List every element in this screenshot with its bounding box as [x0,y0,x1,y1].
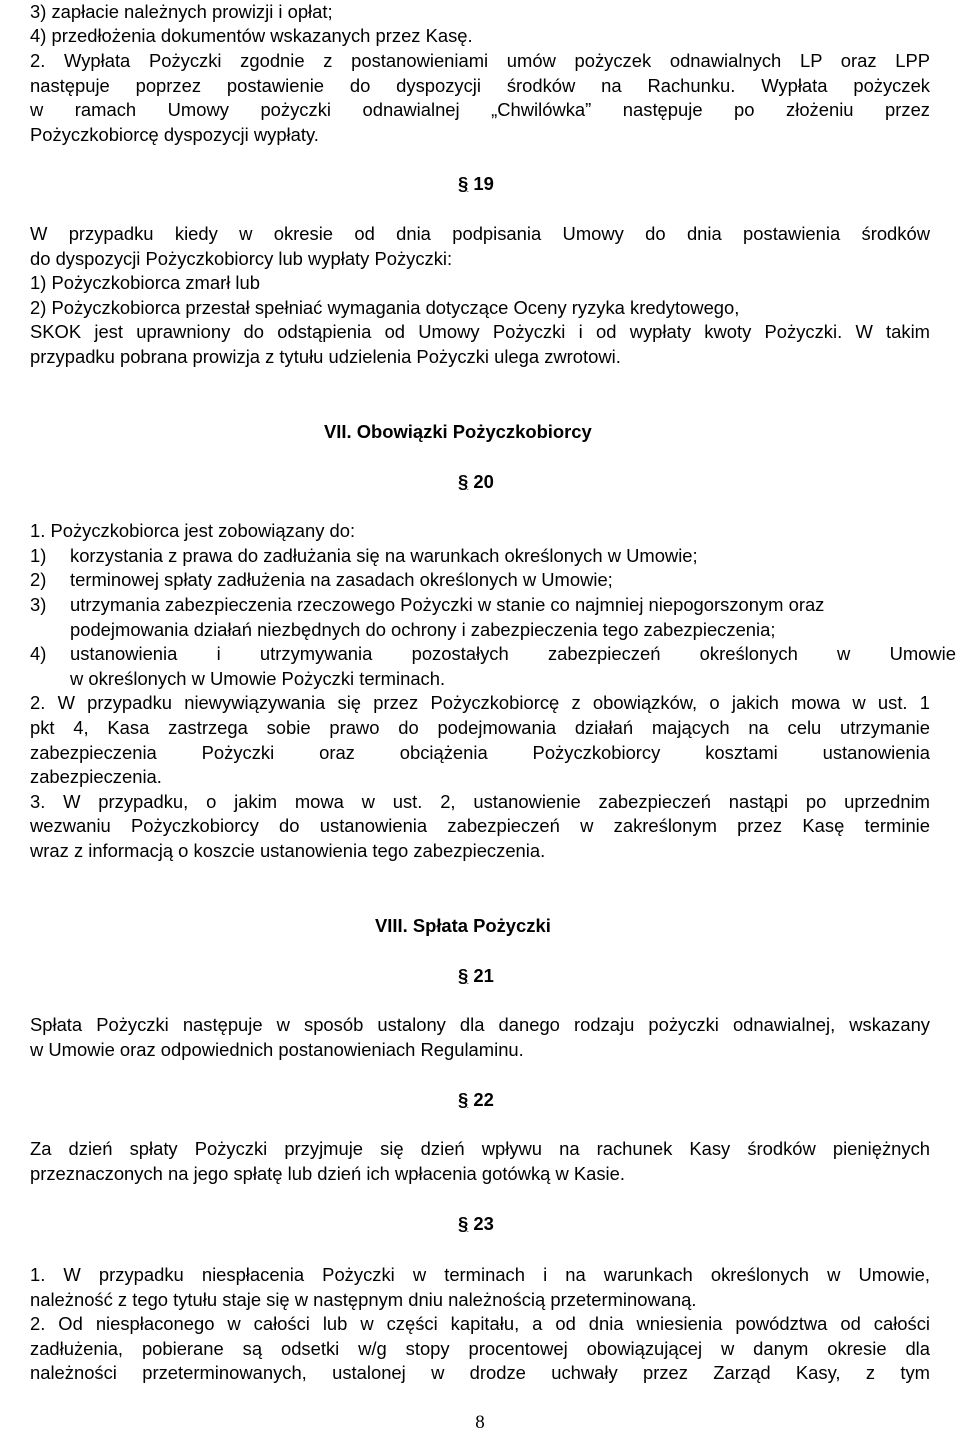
section-heading-22: § 22 [458,1089,494,1110]
paragraph-line: wezwaniu Pożyczkobiorcy do ustanowienia zabezpieczeń w zakreślonym przez Kasę terminie [30,815,930,836]
list-item: 3) zapłacie należnych prowizji i opłat; [30,1,333,22]
paragraph-line: zabezpieczenia. [30,766,162,787]
paragraph-line: należność z tego tytułu staje się w następnym dniu należnością przeterminowaną. [30,1289,697,1310]
paragraph-line: 3. W przypadku, o jakim mowa w ust. 2, ustanowienie zabezpieczeń nastąpi po uprzednim [30,791,930,812]
list-item: 4) przedłożenia dokumentów wskazanych przez Kasę. [30,25,473,46]
paragraph-line: następuje poprzez postawienie do dyspozycji środków na Rachunku. Wypłata pożyczek [30,75,930,96]
paragraph-line: Spłata Pożyczki następuje w sposób ustalony dla danego rodzaju pożyczki odnawialnej, wskazany [30,1014,930,1035]
paragraph-line: do dyspozycji Pożyczkobiorcy lub wypłaty Pożyczki: [30,248,453,269]
paragraph-line: w ramach Umowy pożyczki odnawialnej „Chwilówka” następuje po złożeniu przez [30,99,930,120]
paragraph-line: W przypadku kiedy w okresie od dnia podpisania Umowy do dnia postawienia środków [30,223,930,244]
paragraph-line: przypadku pobrana prowizja z tytułu udzielenia Pożyczki ulega zwrotowi. [30,346,621,367]
chapter-title-vii: VII. Obowiązki Pożyczkobiorcy [324,421,592,442]
paragraph-line: w Umowie oraz odpowiednich postanowieniach Regulaminu. [30,1039,524,1060]
list-item: 1) korzystania z prawa do zadłużania się na warunkach określonych w Umowie; [30,545,698,566]
paragraph-line: Pożyczkobiorcę dyspozycji wypłaty. [30,124,319,145]
paragraph-line: wraz z informacją o koszcie ustanowienia tego zabezpieczenia. [30,840,546,861]
list-item: ustanowienia i utrzymywania pozostałych zabezpieczeń określonych w Umowie [70,643,956,664]
paragraph-line: 2. Wypłata Pożyczki zgodnie z postanowieniami umów pożyczek odnawialnych LP oraz LPP [30,50,930,71]
chapter-title-viii: VIII. Spłata Pożyczki [375,915,551,936]
page-number: 8 [475,1412,485,1433]
list-item-continuation: w określonych w Umowie Pożyczki terminach. [70,668,446,689]
section-heading-19: § 19 [458,173,494,194]
paragraph-line: Za dzień spłaty Pożyczki przyjmuje się dzień wpływu na rachunek Kasy środków pieniężnych [30,1138,930,1159]
section-heading-23: § 23 [458,1213,494,1234]
paragraph-line: 2. Od niespłaconego w całości lub w części kapitału, a od dnia wniesienia powództwa od całości [30,1313,930,1334]
paragraph-line: 1. Pożyczkobiorca jest zobowiązany do: [30,520,356,541]
paragraph-line: przeznaczonych na jego spłatę lub dzień ich wpłacenia gotówką w Kasie. [30,1163,625,1184]
paragraph-line: pkt 4, Kasa zastrzega sobie prawo do podejmowania działań mających na celu utrzymanie [30,717,930,738]
list-item: 3) utrzymania zabezpieczenia rzeczowego Pożyczki w stanie co najmniej niepogorszonym oraz [30,594,825,615]
section-heading-20: § 20 [458,471,494,492]
paragraph-line: 1. W przypadku niespłacenia Pożyczki w terminach i na warunkach określonych w Umowie, [30,1264,930,1285]
section-heading-21: § 21 [458,965,494,986]
list-item-number: 4) [30,643,47,664]
list-item: 2) Pożyczkobiorca przestał spełniać wymagania dotyczące Oceny ryzyka kredytowego, [30,297,740,318]
paragraph-line: zadłużenia, pobierane są odsetki w/g stopy procentowej obowiązującej w danym okresie dla [30,1338,930,1359]
list-item-continuation: podejmowania działań niezbędnych do ochrony i zabezpieczenia tego zabezpieczenia; [70,619,776,640]
list-item: 1) Pożyczkobiorca zmarł lub [30,272,260,293]
paragraph-line: SKOK jest uprawniony do odstąpienia od Umowy Pożyczki i od wypłaty kwoty Pożyczki. W takim [30,321,930,342]
paragraph-line: należności przeterminowanych, ustalonej w drodze uchwały przez Zarząd Kasy, z tym [30,1362,930,1383]
paragraph-line: 2. W przypadku niewywiązywania się przez Pożyczkobiorcę z obowiązków, o jakich mowa w ust. 1 [30,692,930,713]
list-item: 2) terminowej spłaty zadłużenia na zasadach określonych w Umowie; [30,569,613,590]
paragraph-line: zabezpieczenia Pożyczki oraz obciążenia Pożyczkobiorcy kosztami ustanowienia [30,742,930,763]
